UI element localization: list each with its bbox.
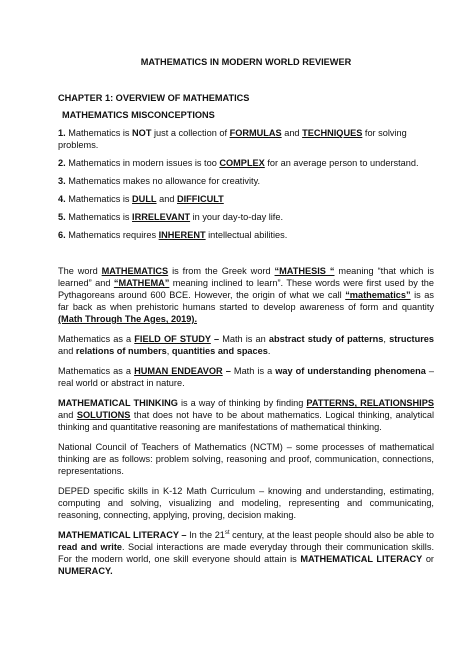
chapter-heading: CHAPTER 1: OVERVIEW OF MATHEMATICS (58, 93, 250, 103)
item-text: Mathematics is (65, 128, 133, 138)
para-keyword: (Math Through The Ages, 2019). (58, 314, 198, 324)
item-number: 6. (58, 230, 66, 240)
item-text: Mathematics in modern issues is too (65, 158, 220, 168)
para-keyword: MATHEMATICS (101, 266, 169, 276)
item-text: intellectual abilities. (205, 230, 288, 240)
para-text: Mathematics as a (58, 334, 135, 344)
para-keyword: quantities and spaces (171, 346, 268, 356)
para-text: is as far back as when prehistoric humans started to develop awareness of form and quantity (58, 290, 434, 312)
misconception-item-2 (58, 157, 434, 169)
para-keyword: “MATHEMA” (113, 278, 170, 288)
para-text: century, at the least people should also be able to (229, 530, 435, 540)
misconception-item-1 (58, 127, 434, 151)
para-text: Math is a (233, 366, 276, 376)
item-text: Mathematics is (65, 194, 133, 204)
para-text: . Social interactions are made everyday through their communication skills. For the modern world, one skill everyone should attain is (58, 542, 434, 564)
para-keyword: relations of numbers (75, 346, 167, 356)
item-text: for solving problems. (58, 128, 407, 150)
para-text: and (58, 346, 76, 356)
para-keyword: MATHEMATICAL THINKING (58, 398, 178, 408)
para-dash: – (210, 334, 223, 344)
para-text: The word (58, 266, 102, 276)
para-keyword: HUMAN ENDEAVOR (134, 366, 223, 376)
para-text: is a way of thinking by finding (177, 398, 307, 408)
paragraph-etymology (58, 265, 434, 325)
para-keyword: “MATHESIS “ (274, 266, 335, 276)
para-keyword: MATHEMATICAL LITERACY – (58, 530, 187, 540)
paragraph-nctm: National Council of Teachers of Mathematics (NCTM) – some processes of mathematical thinking are as follows: problem solving, reasoning and proof, communication, connections, representations. (58, 442, 434, 476)
para-text: and (58, 410, 77, 420)
para-keyword: PATTERNS, RELATIONSHIPS (306, 398, 434, 408)
para-text: Mathematics as a (58, 366, 135, 376)
item-text: for an average person to understand. (264, 158, 419, 168)
item-number: 4. (58, 194, 66, 204)
item-text: just a collection of (151, 128, 230, 138)
para-text: Math is an (222, 334, 269, 344)
item-number: 1. (58, 128, 66, 138)
para-keyword: SOLUTIONS (76, 410, 131, 420)
paragraph-mathematical-thinking (58, 397, 434, 433)
item-text: Mathematics requires (65, 230, 159, 240)
item-text: and (156, 194, 177, 204)
item-keyword: INHERENT (158, 230, 206, 240)
misconception-item-6 (58, 229, 434, 241)
item-keyword: NOT (132, 128, 152, 138)
para-keyword: structures (389, 334, 435, 344)
item-number: 2. (58, 158, 66, 168)
para-text: meaning inclined to learn”. These words were first used by the Pythagoreans around 600 BCE. However, the origin of what we call (58, 278, 434, 300)
item-keyword: COMPLEX (219, 158, 265, 168)
para-text: , (166, 346, 172, 356)
para-dash: – (222, 366, 234, 376)
para-text: In the 21 (186, 530, 225, 540)
item-keyword: DULL (132, 194, 157, 204)
para-keyword: way of understanding phenomena (275, 366, 426, 376)
misconception-item-5 (58, 211, 434, 223)
para-keyword: MATHEMATICAL LITERACY (300, 554, 423, 564)
misconception-item-4 (58, 193, 434, 205)
paragraph-deped: DEPED specific skills in K-12 Math Curriculum – knowing and understanding, estimating, computing and solving, visualizing and modeling, representing and communicating, reasoning, connecting, applying, proving, decision making. (58, 486, 434, 520)
item-text: and (281, 128, 303, 138)
item-number: 3. (58, 176, 66, 186)
document-title: MATHEMATICS IN MODERN WORLD REVIEWER (140, 57, 352, 67)
superscript: st (224, 529, 230, 536)
para-keyword: NUMERACY. (58, 566, 113, 576)
para-keyword: “mathematics” (345, 290, 411, 300)
para-keyword: read and write (58, 542, 122, 552)
para-text: meaning “that which is learned” and (58, 266, 434, 288)
para-text: , (383, 334, 390, 344)
para-text: . (267, 346, 271, 356)
item-text: Mathematics makes no allowance for creativity. (65, 176, 261, 186)
misconceptions-heading: MATHEMATICS MISCONCEPTIONS (62, 110, 215, 120)
item-keyword: DIFFICULT (176, 194, 224, 204)
para-text: or (422, 554, 434, 564)
paragraph-mathematical-literacy (58, 529, 434, 577)
para-text: – real world or abstract in nature. (58, 366, 434, 388)
item-text: in your day-to-day life. (190, 212, 284, 222)
item-keyword: IRRELEVANT (132, 212, 191, 222)
item-keyword: FORMULAS (229, 128, 282, 138)
item-number: 5. (58, 212, 66, 222)
item-text: Mathematics is (65, 212, 133, 222)
misconception-item-3 (58, 175, 434, 187)
para-keyword: FIELD OF STUDY (134, 334, 211, 344)
para-text: that does not have to be about mathematics. Logical thinking, analytical thinking and quantitative reasoning are manifestations of mathematical thinking. (58, 410, 434, 432)
item-keyword: TECHNIQUES (302, 128, 363, 138)
para-keyword: abstract study of patterns (268, 334, 384, 344)
para-text: is from the Greek word (168, 266, 275, 276)
paragraph-field-of-study (58, 333, 434, 357)
paragraph-human-endeavor (58, 365, 434, 389)
